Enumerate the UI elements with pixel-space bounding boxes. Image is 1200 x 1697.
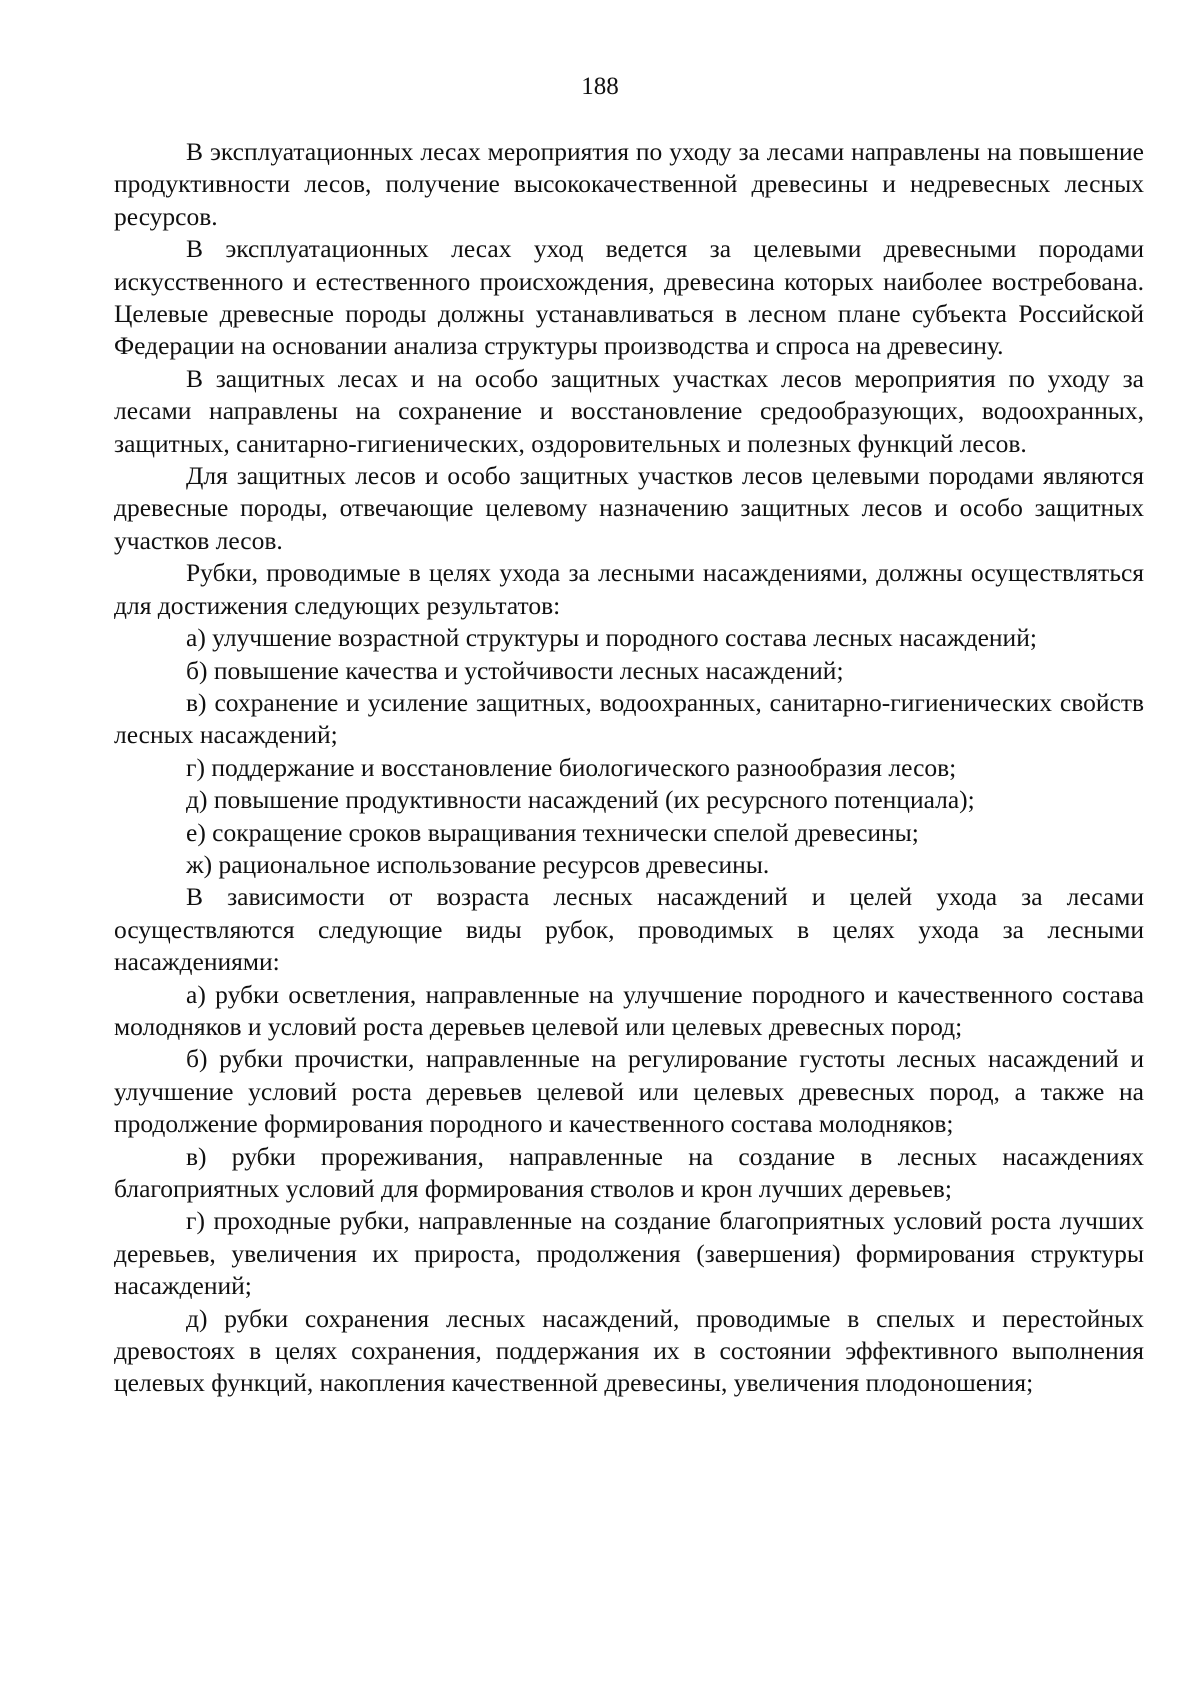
list-item: г) поддержание и восстановление биологического разнообразия лесов;: [186, 752, 957, 782]
list-item: а) рубки осветления, направленные на улучшение породного и качественного состава молодняков и условий роста деревьев целевой или целевых древесных пород;: [114, 979, 1144, 1041]
list-item: б) повышение качества и устойчивости лесных насаждений;: [186, 655, 844, 685]
list-item: в) сохранение и усиление защитных, водоохранных, санитарно-гигиенических свойств лесных насаждений;: [114, 687, 1144, 750]
paragraph: В защитных лесах и на особо защитных участках лесов мероприятия по уходу за лесами направлены на сохранение и восстановление средообразующих, водоохранных, защитных, санитарно-гигиенических, оздоровительных и полезных функций лесов.: [114, 363, 1144, 458]
paragraph: В эксплуатационных лесах уход ведется за целевыми древесными породами искусственного и естественного происхождения, древесина которых наиболее востребована. Целевые древесные породы должны устанавливаться в лесном плане субъекта Российской Федерации на основании анализа структуры производства и спроса на древесину.: [114, 234, 1144, 361]
paragraph: В зависимости от возраста лесных насаждений и целей ухода за лесами осуществляются следующие виды рубок, проводимых в целях ухода за лесными насаждениями:: [114, 882, 1144, 977]
list-item: в) рубки прореживания, направленные на создание в лесных насаждениях благоприятных условий для формирования стволов и крон лучших деревьев;: [114, 1141, 1144, 1203]
paragraph: Для защитных лесов и особо защитных участков лесов целевыми породами являются древесные породы, отвечающие целевому назначению защитных лесов и особо защитных участков лесов.: [114, 461, 1144, 555]
page-number: 188: [581, 73, 619, 100]
paragraph: Рубки, проводимые в целях ухода за лесными насаждениями, должны осуществляться для достижения следующих результатов:: [114, 558, 1144, 620]
document-body: [114, 136, 1144, 1400]
list-item: а) улучшение возрастной структуры и породного состава лесных насаждений;: [186, 623, 1037, 653]
list-item: ж) рациональное использование ресурсов древесины.: [186, 849, 770, 879]
list-item: г) проходные рубки, направленные на создание благоприятных условий роста лучших деревьев, увеличения их прироста, продолжения (завершения) формирования структуры насаждений;: [114, 1206, 1144, 1301]
list-item: д) повышение продуктивности насаждений (их ресурсного потенциала);: [186, 785, 975, 815]
paragraph: В эксплуатационных лесах мероприятия по уходу за лесами направлены на повышение продуктивности лесов, получение высококачественной древесины и недревесных лесных ресурсов.: [114, 137, 1144, 231]
list-item: е) сокращение сроков выращивания технически спелой древесины;: [186, 817, 919, 847]
list-item: д) рубки сохранения лесных насаждений, проводимые в спелых и перестойных древостоях в целях сохранения, поддержания их в состоянии эффективного выполнения целевых функций, накопления качественной древесины, увеличения плодоношения;: [114, 1303, 1144, 1398]
list-item: б) рубки прочистки, направленные на регулирование густоты лесных насаждений и улучшение условий роста деревьев целевой или целевых древесных пород, а также на продолжение формирования породного и качественного состава молодняков;: [114, 1044, 1144, 1139]
